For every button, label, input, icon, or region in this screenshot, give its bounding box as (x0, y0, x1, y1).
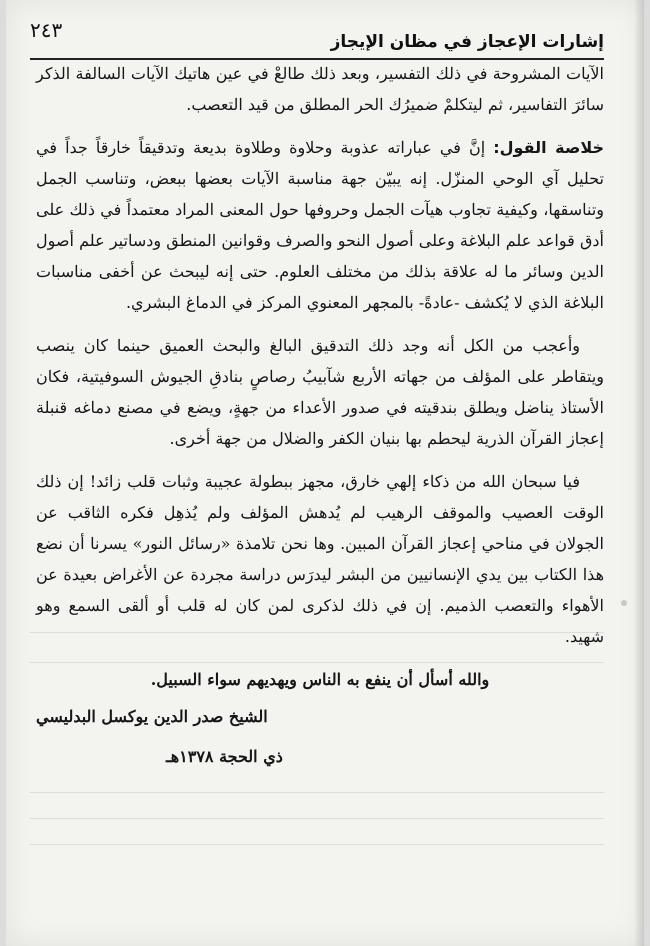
closing-prayer: والله أسأل أن ينفع به الناس ويهديهم سواء السبيل. (150, 670, 490, 689)
page-body (36, 58, 604, 825)
paragraph-4: فيا سبحان الله من ذكاء إلهي خارق، مجهز ببطولة عجيبة وثبات قلب زائد! إن ذلك الوقت العصيب والموقف الرهيب لم يُدهش المؤلف ولم يُذهِل فكره الثاقب عن الجولان في مناحي إعجاز القرآن المبين. وها نحن تلامذة «رسائل النور» يسرنا أن نضع هذا الكتاب بين يدي الإنسانيين من البشر ليدرَس دراسة مجردة عن الأغراض بعيدة عن الأهواء والتعصب الذميم. إن في ذلك لذكرى لمن كان له قلب أو ألقى السمع وهو شهيد. (36, 472, 604, 646)
bleed-through-line (30, 632, 604, 633)
signature-date: ذي الحجة ١٣٧٨هـ (166, 747, 283, 766)
paragraph-3: وأعجب من الكل أنه وجد ذلك التدقيق البالغ والبحث العميق حينما كان ينصب ويتقاطر على المؤلف من جهاته الأربع شآبيبُ رصاصٍ بنادقِ الجيوش السوفيتية، فكان الأستاذ يناضل ويطلق بندقيته في صدور الأعداء من جهةٍ، ويضع في مصنع دماغه قنبلة إعجاز القرآن الذرية ليحطم بها بنيان الكفر والضلال من جهة أخرى. (36, 336, 604, 448)
running-header (30, 8, 604, 58)
signature-block (36, 695, 604, 825)
page-number: ٢٤٣ (30, 18, 63, 42)
summary-text: إنَّ في عباراته عذوبة وحلاوة وطلاوة بديعة وتدقيقاً خارقاً جداً في تحليل آي الوحي المنزّل. إنه يبيّن جهة مناسبة الآيات بعضها ببعض، وتناسب الجمل وتناسقها، وكيفية تجاوب هيآت الجمل وحروفها حول المعنى المراد معتمداً في ذلك على أدق قواعد علم البلاغة وعلى أصول النحو والصرف وقوانين المنطق ودساتير علم أصول الدين وسائر ما له علاقة بذلك من مختلف العلوم. حتى إنه ليبحث عن أخفى مناسبات البلاغة الذي لا يُكشف -عادةً- بالمجهر المعنوي المركز في الدماغ البشري. (36, 138, 604, 312)
paragraph-1: الآيات المشروحة في ذلك التفسير، وبعد ذلك طالعْ في عين هاتيك الآيات السالفة الذكر سائرَ التفاسير، ثم ليتكلمْ ضميرُك الحر المطلق من قيد التعصب. (36, 64, 604, 114)
signature-name: الشيخ صدر الدين يوكسل البدليسي (36, 707, 268, 726)
bleed-through-line (30, 662, 604, 663)
book-page (6, 0, 644, 946)
bleed-through-line (30, 792, 604, 793)
bleed-through-line (30, 844, 604, 845)
running-title: إشارات الإعجاز في مظان الإيجاز (330, 32, 604, 52)
paragraph-2 (36, 132, 604, 318)
page-spine-shadow (634, 0, 644, 946)
summary-label: خلاصة القول: (493, 138, 605, 157)
page-speck (621, 600, 627, 606)
bleed-through-line (30, 818, 604, 819)
